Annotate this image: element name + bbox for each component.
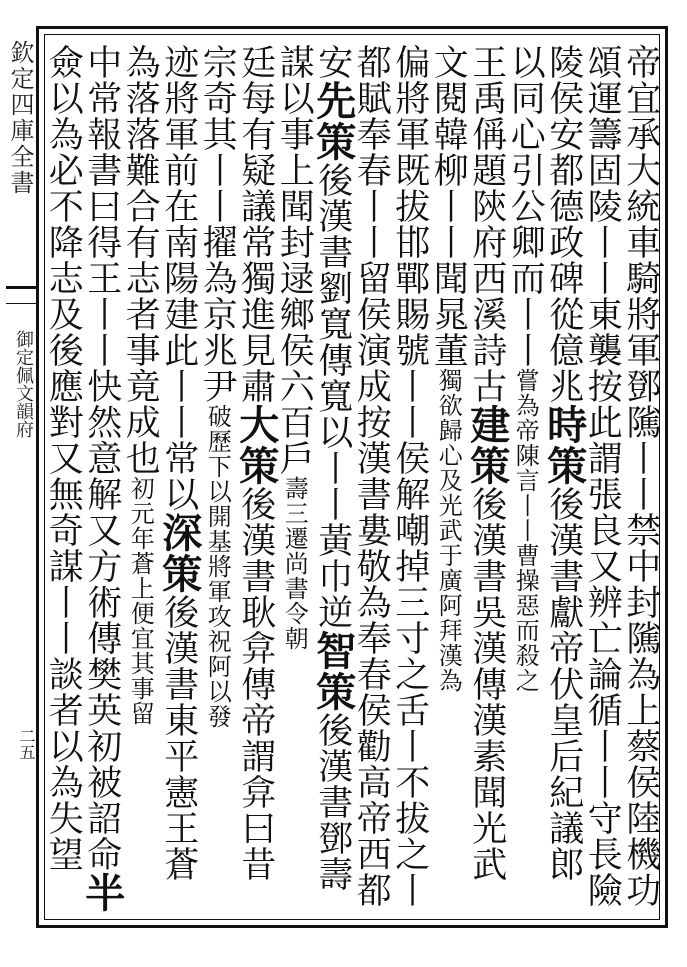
entry-heading: 建策 xyxy=(463,404,511,486)
body-text: 陵侯安都德政碑從億兆 xyxy=(543,44,584,404)
body-text: 以同心引公卿而丨丨 xyxy=(505,44,546,368)
body-text: 廷每有疑議常獨進見肅 xyxy=(235,44,276,404)
entry-heading: 智策 xyxy=(309,630,357,712)
annotation-text: 嘗為帝陳言丨丨曹操惡而殺之 xyxy=(511,368,540,693)
book-title: 欽定四庫全書 xyxy=(6,40,34,196)
body-text: 謀以事上聞封逯鄉侯六百戶 xyxy=(274,44,315,476)
entry-heading: 半 xyxy=(78,872,126,913)
body-text: 迹將軍前在南陽建此丨丨常以 xyxy=(158,44,199,512)
body-text: 帝宜承大統車騎將軍鄧隲丨丨禁中封隲為上蔡侯陸機功 xyxy=(620,44,661,908)
volume-title: 御定佩文韻府 xyxy=(13,330,34,438)
body-text: 安 xyxy=(312,44,353,80)
body-text: 僉以為必不降志及後應對又無奇謀丨丨談者以為失望 xyxy=(43,44,84,872)
body-text: 都賦奉春丨丨留侯演成按漢書婁敬為奉春侯勸高帝西都 xyxy=(351,44,392,908)
fish-tail-mark xyxy=(6,286,36,304)
entry-heading: 大策 xyxy=(232,404,280,486)
body-text: 頌運籌固陵丨丨東襲按此謂張良又辨亡論循丨丨守長險 xyxy=(582,44,623,908)
body-text: 王禹偁題陝府西溪詩古 xyxy=(466,44,507,404)
body-text: 文閱韓柳丨丨聞晁董 xyxy=(428,44,469,368)
body-text: 後漢書耿弇傳帝謂弇曰昔 xyxy=(235,486,276,882)
text-column xyxy=(35,44,91,914)
entry-heading: 先策 xyxy=(309,80,357,162)
entry-heading: 時策 xyxy=(540,404,588,486)
body-text: 後漢書東平憲王蒼 xyxy=(158,594,199,882)
body-text: 後漢書獻帝伏皇后紀議郎 xyxy=(543,486,584,882)
body-text: 為落落難合有志者事竟成也 xyxy=(120,44,161,476)
page-number: 二五 xyxy=(17,728,36,760)
entry-heading: 深策 xyxy=(155,512,203,594)
body-text: 宗奇其丨丨擢為京兆尹 xyxy=(197,44,238,404)
annotation-text: 獨欲歸心及光武于廣阿拜漢為 xyxy=(434,368,463,693)
body-text: 偏將軍既拔邯鄲賜號丨丨侯解嘲掉三寸之舌丨不拔之丨 xyxy=(389,44,430,908)
annotation-text: 初元年蒼上便宜其事留 xyxy=(126,476,155,726)
annotation-text: 破歷下以開基將軍攻祝阿以發 xyxy=(203,404,232,729)
body-text: 後漢書吳漢傳漢素聞光武 xyxy=(466,486,507,882)
body-text: 後漢書劉寬傳寬以丨丨黃巾逆 xyxy=(312,162,353,630)
body-text: 後漢書鄧壽 xyxy=(312,712,353,892)
body-text: 中常報書曰得王丨丨快然意解又方術傳樊英初被詔命 xyxy=(81,44,122,872)
annotation-text: 壽三遷尚書令朝 xyxy=(280,476,309,651)
